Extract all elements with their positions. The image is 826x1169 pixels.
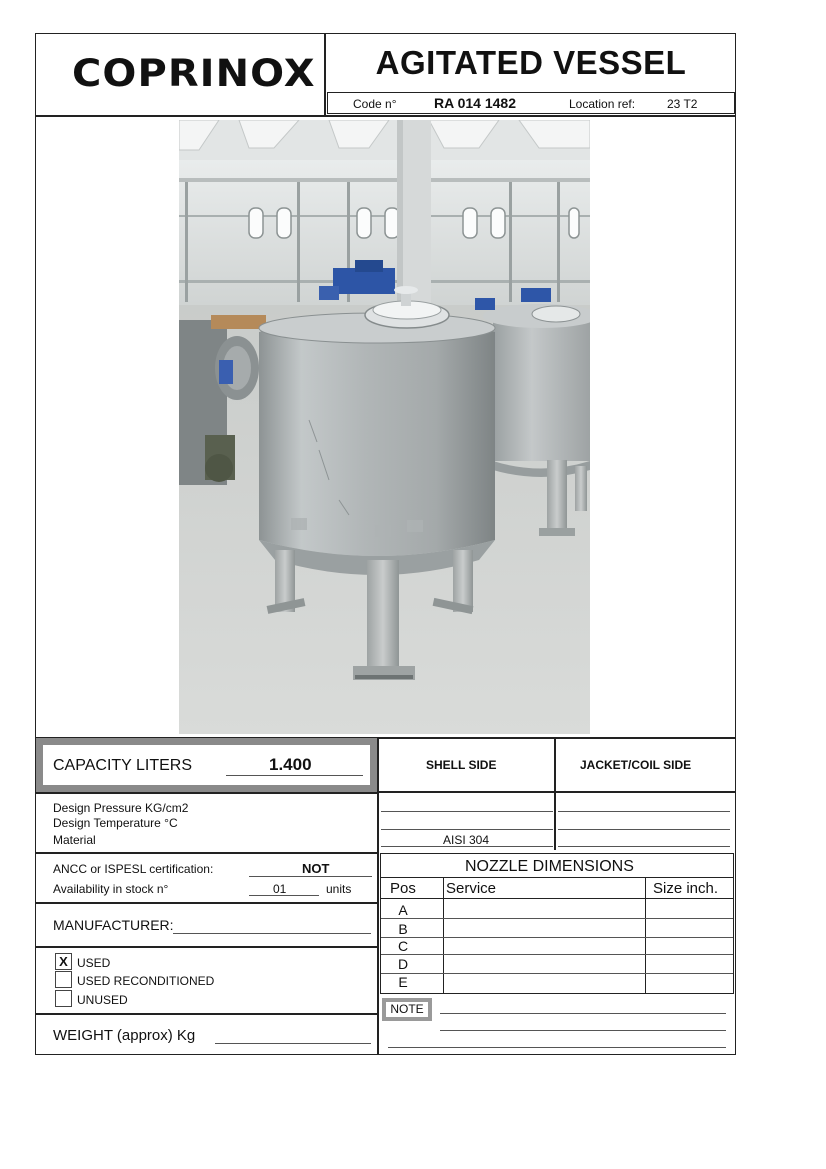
certification-underline [249, 876, 372, 877]
used-checkbox[interactable]: X [55, 953, 72, 970]
weight-top-rule [35, 1013, 377, 1015]
shell-side-header: SHELL SIDE [426, 758, 497, 772]
used-label: USED [77, 956, 111, 970]
nozzle-title-rule [381, 877, 733, 878]
stock-value: 01 [273, 882, 287, 896]
used-reconditioned-checkbox[interactable] [55, 971, 72, 988]
certification-label: ANCC or ISPESL certification: [53, 862, 214, 876]
nozzle-row-rule [381, 918, 733, 919]
nozzle-header-rule [381, 898, 733, 899]
note-line [440, 1013, 726, 1014]
nozzle-col-service: Service [446, 880, 497, 897]
nozzle-col-size: Size inch. [653, 880, 719, 897]
coprinox-logo: COPRINOX [72, 52, 316, 95]
nozzle-row-rule [381, 954, 733, 955]
middle-divider [377, 737, 379, 1055]
nozzle-row-rule [381, 973, 733, 974]
certification-value: NOT [302, 861, 330, 876]
design-top-rule [35, 792, 377, 794]
used-reconditioned-label: USED RECONDITIONED [77, 974, 215, 988]
manufacturer-top-rule [35, 902, 377, 904]
vessel-photo [179, 120, 590, 734]
code-bar [327, 92, 735, 114]
nozzle-row-rule [381, 937, 733, 938]
design-pressure-label: Design Pressure KG/cm2 [53, 801, 189, 815]
shell-temperature-line [381, 829, 553, 830]
code-label: Code n° [353, 97, 397, 111]
material-label: Material [53, 833, 96, 847]
stock-label: Availability in stock n° [53, 882, 169, 896]
nozzle-pos-b: B [398, 921, 408, 937]
jacket-side-header: JACKET/COIL SIDE [580, 758, 692, 772]
note-line [440, 1030, 726, 1031]
nozzle-pos-c: C [397, 938, 409, 954]
manufacturer-underline [173, 933, 371, 934]
jacket-material-line [558, 846, 730, 847]
unused-checkbox[interactable] [55, 990, 72, 1007]
jacket-temperature-line [558, 829, 730, 830]
capacity-value: 1.400 [269, 755, 312, 774]
nozzle-col-divider-2 [645, 877, 646, 993]
columns-header-rule [377, 791, 736, 793]
note-label: NOTE [386, 1002, 428, 1017]
location-value: 23 T2 [667, 97, 698, 111]
nozzle-title: NOZZLE DIMENSIONS [465, 858, 634, 875]
location-label: Location ref: [569, 97, 636, 111]
header-bottom-rule [35, 115, 736, 117]
manufacturer-label: MANUFACTURER: [53, 917, 174, 933]
shell-jacket-divider [554, 737, 556, 850]
manufacturer-bottom-rule [35, 946, 377, 948]
nozzle-pos-a: A [398, 902, 408, 918]
shell-pressure-line [381, 811, 553, 812]
capacity-label: CAPACITY LITERS [53, 757, 192, 774]
nozzle-col-pos: Pos [390, 880, 416, 897]
shell-material-value: AISI 304 [443, 833, 490, 847]
cert-top-rule [35, 852, 377, 854]
note-frame [382, 998, 432, 1021]
weight-label: WEIGHT (approx) Kg [53, 1027, 196, 1044]
page-title: AGITATED VESSEL [375, 44, 687, 81]
design-temperature-label: Design Temperature °C [53, 816, 178, 830]
unused-label: UNUSED [77, 993, 128, 1007]
capacity-underline [226, 775, 363, 776]
nozzle-table [380, 853, 734, 994]
capacity-box [43, 745, 370, 785]
nozzle-pos-d: D [397, 956, 409, 972]
code-value: RA 014 1482 [434, 95, 516, 111]
units-label: units [326, 882, 352, 896]
note-line [388, 1047, 726, 1048]
jacket-pressure-line [558, 811, 730, 812]
nozzle-col-divider-1 [443, 877, 444, 993]
weight-underline [215, 1043, 371, 1044]
nozzle-pos-e: E [398, 974, 408, 990]
